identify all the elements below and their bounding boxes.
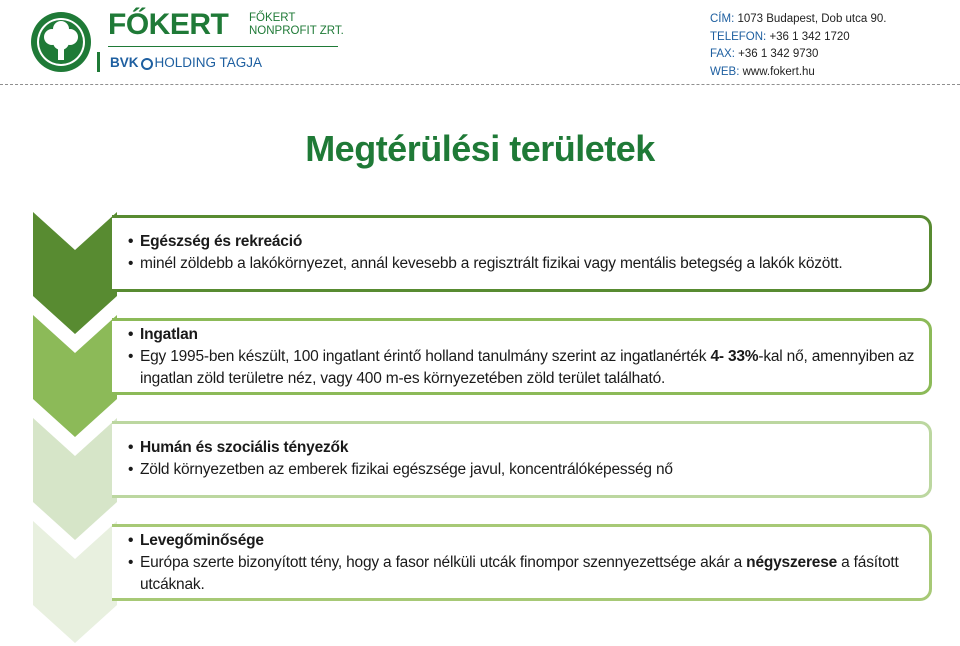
holding-label: [110, 55, 262, 70]
brand-subtitle: [249, 12, 344, 38]
section-text: [128, 346, 921, 390]
brand-sub-line-2: NONPROFIT ZRT.: [249, 25, 344, 37]
brand-sub-line-1: FŐKERT: [249, 12, 296, 24]
contact-key: TELEFON:: [710, 30, 767, 43]
chevron-3: [33, 418, 117, 540]
contact-value: 1073 Budapest, Dob utca 90.: [737, 13, 887, 25]
contact-fax: [710, 46, 886, 64]
chevron-2: [33, 315, 117, 437]
brand-separator: [108, 46, 338, 47]
contact-key: FAX:: [710, 48, 735, 60]
website-link[interactable]: www.fokert.hu: [742, 65, 815, 78]
contact-key: CÍM:: [710, 13, 735, 25]
section-human-social: [112, 421, 932, 498]
holding-bar: [97, 52, 100, 72]
page-title: Megtérülési területek: [305, 128, 655, 169]
contact-block: [710, 11, 886, 81]
contact-web: [710, 64, 886, 82]
section-heading: • Egészség és rekreáció: [128, 231, 921, 253]
text-bold-part: négyszerese: [746, 554, 838, 571]
text-part: a fásított utcáknak.: [140, 554, 899, 593]
section-health: [112, 215, 932, 292]
bvk-holding-mark-icon: [141, 58, 153, 70]
contact-value: +36 1 342 9730: [738, 48, 819, 60]
section-air-quality: [112, 524, 932, 601]
brand-name: FŐKERT: [108, 8, 229, 41]
text-bold-part: 4- 33%: [710, 348, 759, 365]
text-part: Egy 1995-ben készült, 100 ingatlant érintő holland tanulmány szerint az ingatlanérték: [140, 348, 711, 365]
section-real-estate: [112, 318, 932, 395]
section-text: [128, 552, 921, 596]
section-text: • Zöld környezetben az emberek fizikai egészsége javul, koncentrálóképesség nő: [128, 459, 921, 481]
holding-prefix: BVK: [110, 55, 139, 70]
contact-value: +36 1 342 1720: [769, 30, 850, 43]
section-heading: • Levegőminősége: [128, 530, 921, 552]
text-part: -kal nő, amennyiben az ingatlan zöld területre néz, vagy 400 m-es környezetében zöld terület található.: [140, 348, 915, 387]
text-part: Európa szerte bizonyított tény, hogy a fasor nélküli utcák finompor szennyezettsége akár a: [140, 554, 747, 571]
chevron-4: [33, 521, 117, 643]
contact-phone: [710, 29, 886, 47]
contact-key: WEB:: [710, 65, 740, 78]
holding-suffix: HOLDING TAGJA: [154, 55, 263, 70]
section-text: • minél zöldebb a lakókörnyezet, annál kevesebb a regisztrált fizikai vagy mentális betegség a lakók között.: [128, 253, 921, 275]
section-heading: • Ingatlan: [128, 324, 921, 346]
section-heading: • Humán és szociális tényezők: [128, 437, 921, 459]
tree-logo-icon: [30, 11, 92, 73]
page-header: [0, 0, 960, 84]
contact-address: [710, 11, 886, 29]
header-divider: [0, 84, 960, 85]
chevron-1: [33, 212, 117, 334]
